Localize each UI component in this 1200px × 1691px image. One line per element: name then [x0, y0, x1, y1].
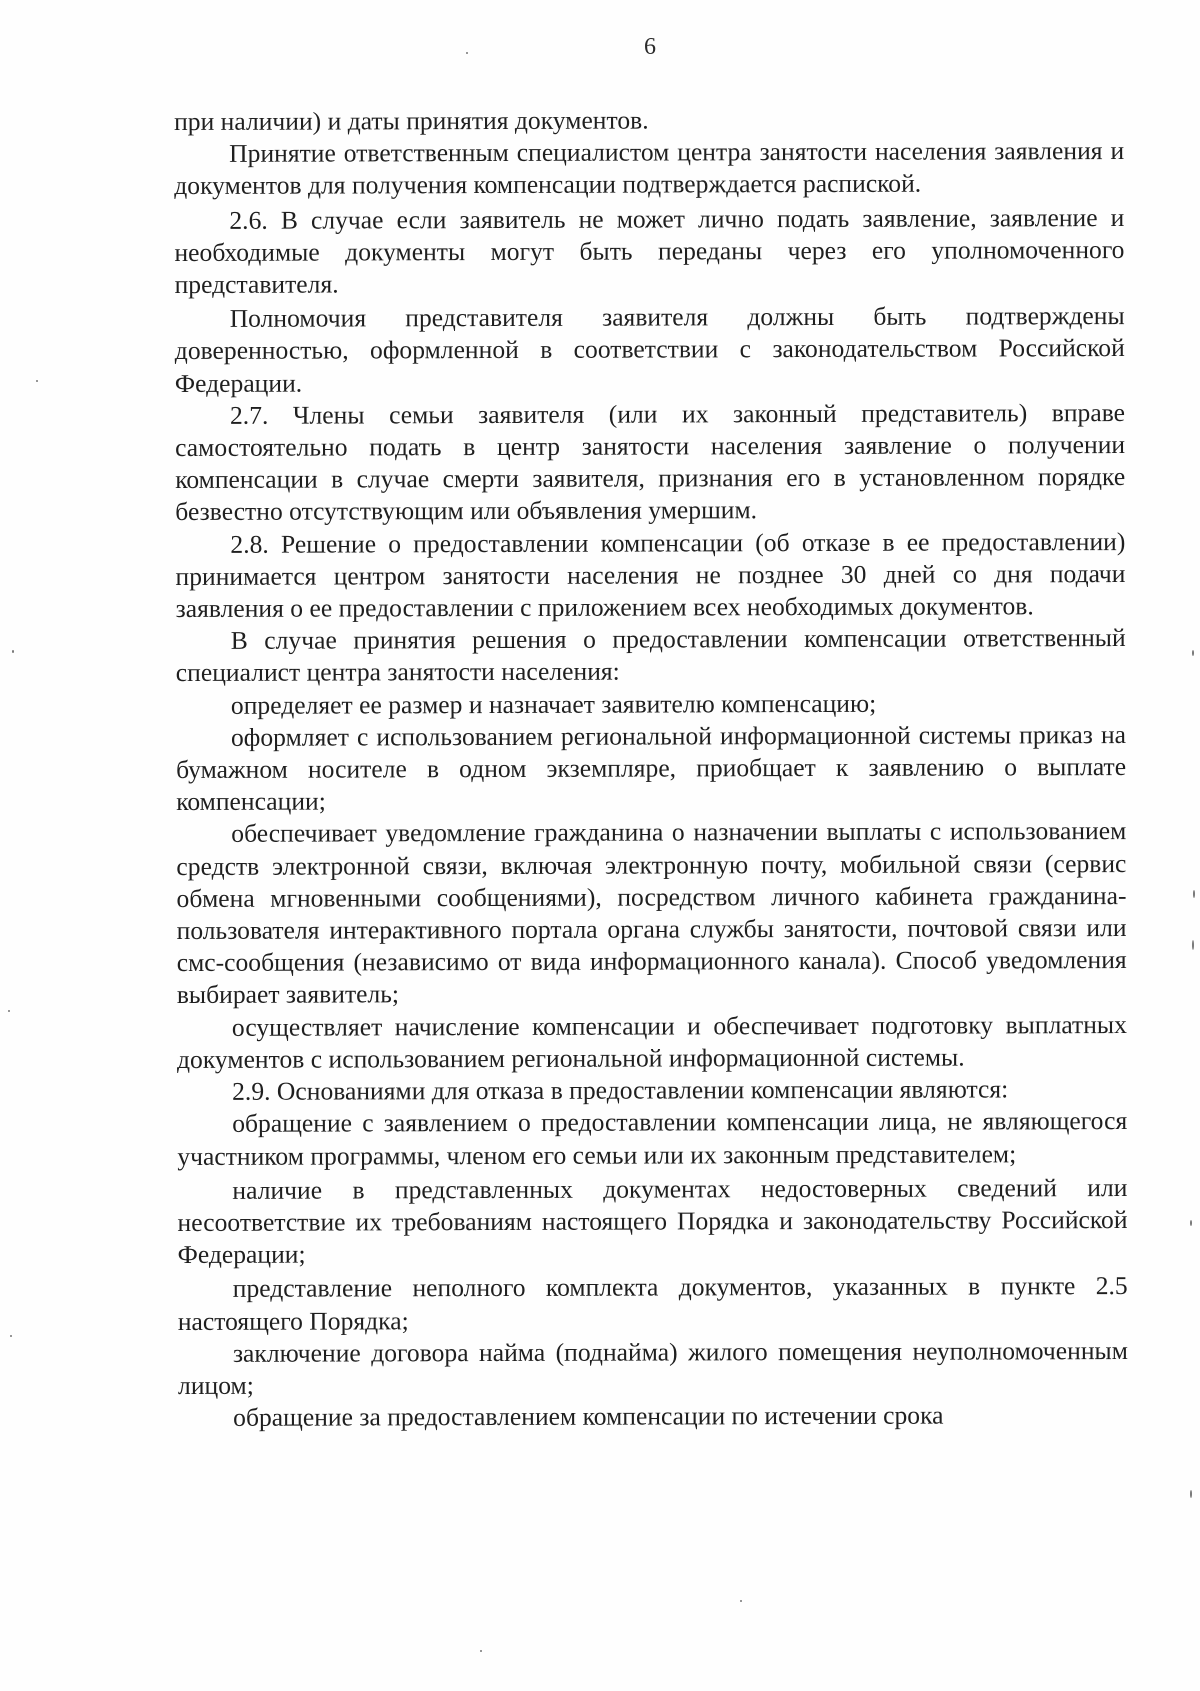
- scan-speck: [36, 380, 38, 382]
- paragraph: наличие в представленных документах недостоверных сведений или несоответствие их требованиям настоящего Порядка и законодательству Российской Федерации;: [177, 1172, 1128, 1270]
- paragraph: определяет ее размер и назначает заявителю компенсацию;: [230, 688, 877, 720]
- scan-speck: [12, 650, 14, 653]
- paragraph: обращение с заявлением о предоставлении компенсации лица, не являющегося участником программы, членом его семьи или их законным представителем;: [177, 1106, 1128, 1171]
- scan-speck: [466, 52, 468, 54]
- paragraph: оформляет с использованием региональной информационной системы приказ на бумажном носителе в одном экземпляре, приобщает к заявлению о выплате компенсации;: [176, 719, 1127, 817]
- paragraph: 2.8. Решение о предоставлении компенсации (об отказе в ее предоставлении) принимается центром занятости населения не позднее 30 дней со дня подачи заявления о ее предоставлении с приложением всех необходимых документов.: [175, 526, 1126, 624]
- paragraph: 2.7. Члены семьи заявителя (или их законный представитель) вправе самостоятельно подать в центр занятости населения заявление о получении компенсации в случае смерти заявителя, признания его в установленном порядке безвестно отсутствующим или объявления умершим.: [175, 397, 1126, 527]
- paragraph: обеспечивает уведомление гражданина о назначении выплаты с использованием средств электронной связи, включая электронную почту, мобильной связи (сервис обмена мгновенными сообщениями), посредством личного кабинета гражданина-пользователя интерактивного портала органа службы занятости, почтовой связи или смс-сообщения (независимо от вида информационного канала). Способ уведомления выбирает заявитель;: [176, 816, 1127, 1010]
- page-number: 6: [644, 34, 656, 60]
- scan-speck: [1192, 650, 1194, 656]
- paragraph: Полномочия представителя заявителя должны быть подтверждены доверенностью, оформленной в соответствии с законодательством Российской Федерации.: [174, 301, 1125, 398]
- scan-speck: [8, 1010, 10, 1012]
- scan-speck: [740, 1600, 742, 1602]
- paragraph: Принятие ответственным специалистом центра занятости населения заявления и документов для получения компенсации подтверждается распиской.: [174, 136, 1125, 201]
- paragraph: В случае принятия решения о предоставлении компенсации ответственный специалист центра занятости населения:: [175, 623, 1126, 688]
- paragraph: осуществляет начисление компенсации и обеспечивает подготовку выплатных документов с использованием региональной информационной системы.: [176, 1009, 1127, 1074]
- paragraph: 2.6. В случае если заявитель не может лично подать заявление, заявление и необходимые документы могут быть переданы через его уполномоченного представителя.: [174, 202, 1125, 300]
- paragraph: представление неполного комплекта документов, указанных в пункте 2.5 настоящего Порядка;: [177, 1271, 1128, 1336]
- scan-speck: [480, 1650, 482, 1652]
- scan-speck: [10, 1335, 12, 1337]
- scan-speck: [1192, 940, 1194, 950]
- document-body: [174, 103, 1128, 1434]
- paragraph: при наличии) и даты принятия документов.: [174, 105, 649, 136]
- scan-speck: [1193, 890, 1195, 898]
- scan-speck: [1190, 1220, 1192, 1226]
- scan-speck: [1190, 1490, 1192, 1498]
- paragraph: 2.9. Основаниями для отказа в предоставлении компенсации являются:: [232, 1074, 1009, 1106]
- paragraph: обращение за предоставлением компенсации по истечении срока: [233, 1400, 944, 1432]
- paragraph: заключение договора найма (поднайма) жилого помещения неуполномоченным лицом;: [177, 1335, 1128, 1400]
